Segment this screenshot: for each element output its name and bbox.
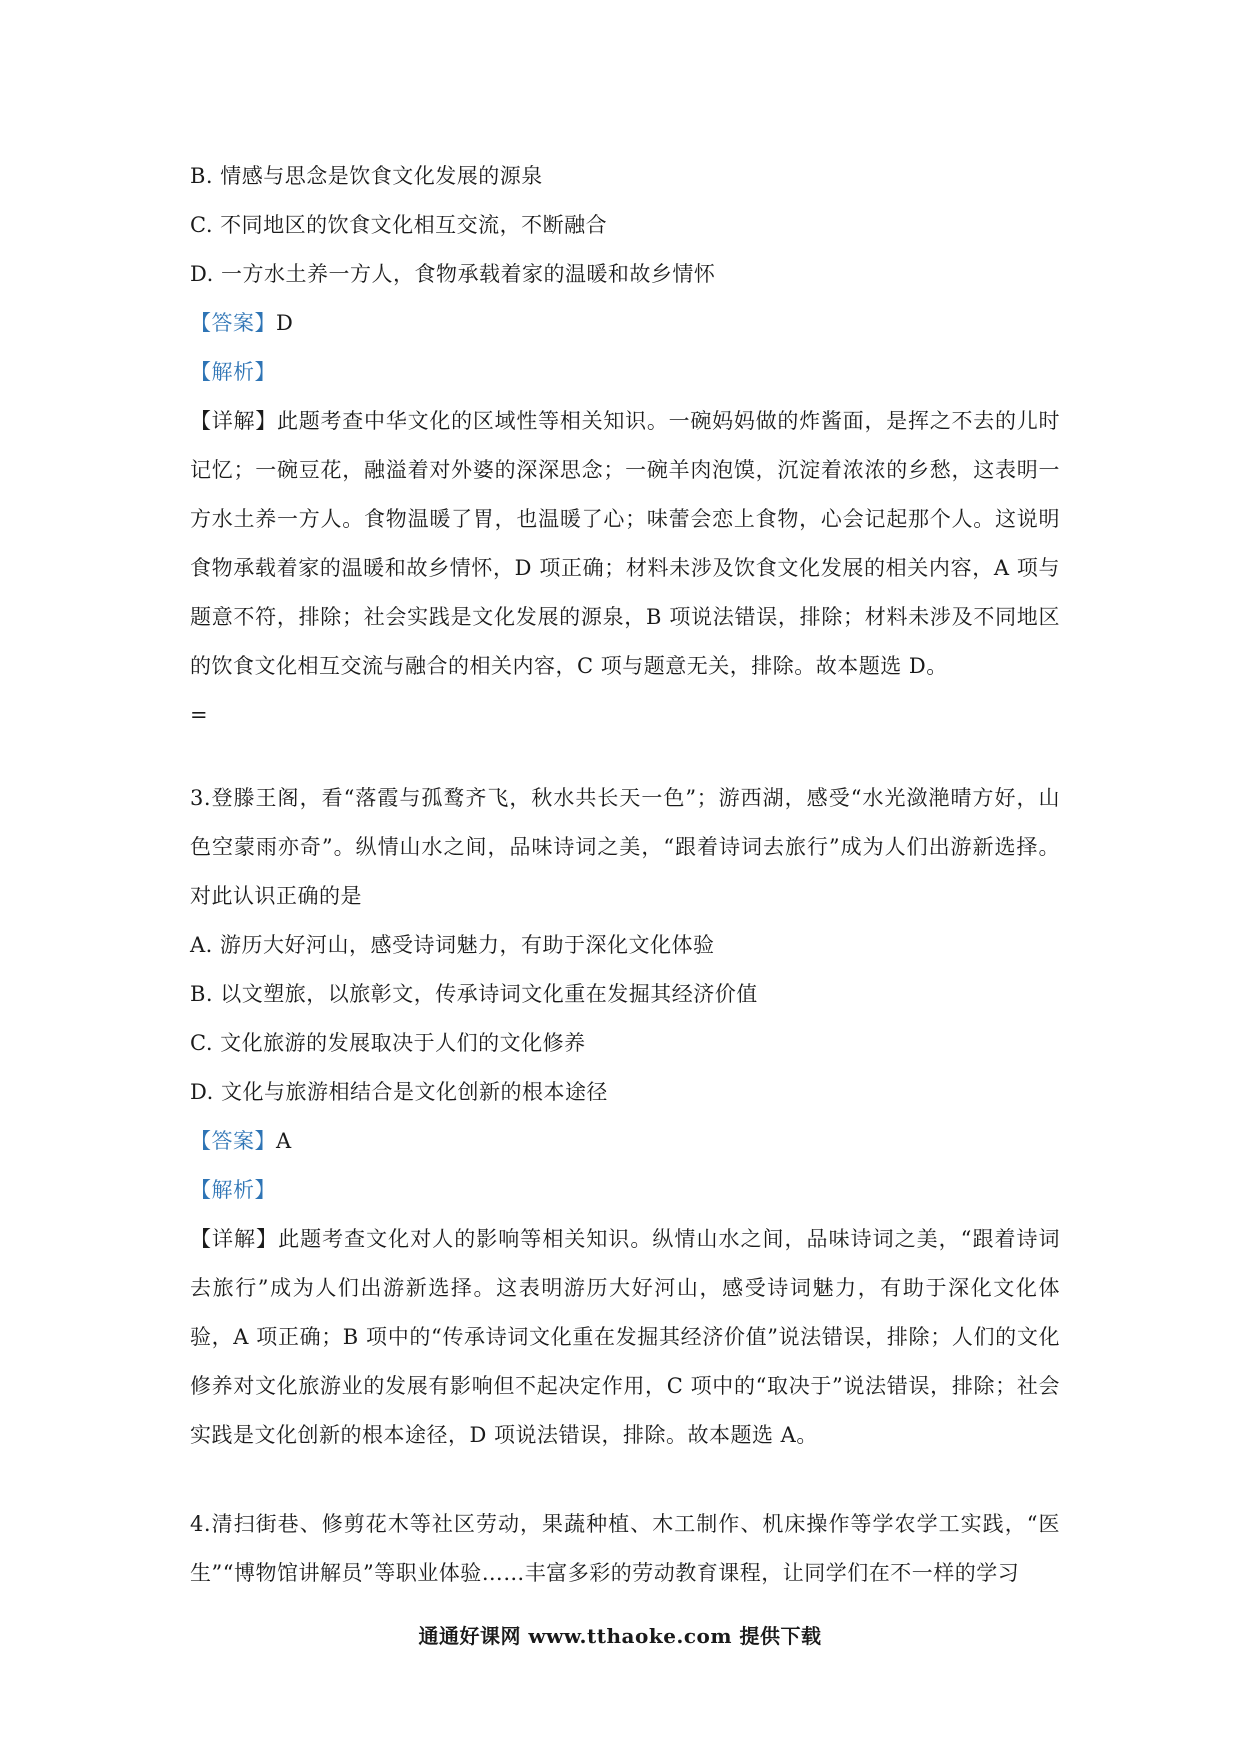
q2-analysis-heading xyxy=(190,348,1060,397)
q3-option-b: B. 以文塑旅，以旅彰文，传承诗词文化重在发掘其经济价值 xyxy=(190,982,758,1006)
analysis-label: 【解析】 xyxy=(190,360,276,384)
answer-label: 【答案】 xyxy=(190,1129,276,1153)
answer-label: 【答案】 xyxy=(190,311,276,335)
q3-option-d: D. 文化与旅游相结合是文化创新的根本途径 xyxy=(190,1080,608,1104)
detail-label: 【详解】 xyxy=(190,1227,279,1251)
document-content xyxy=(190,152,1060,1598)
q2-option-c: C. 不同地区的饮食文化相互交流，不断融合 xyxy=(190,213,608,237)
q2-option-d: D. 一方水土养一方人，食物承载着家的温暖和故乡情怀 xyxy=(190,262,716,286)
q3-detail xyxy=(190,1215,1060,1460)
q3-option-a: A. 游历大好河山，感受诗词魅力，有助于深化文化体验 xyxy=(190,933,715,957)
answer-value: D xyxy=(276,311,294,335)
q3-stem: 3.登滕王阁，看“落霞与孤鹜齐飞，秋水共长天一色”；游西湖，感受“水光潋滟晴方好，山色空蒙雨亦奇”。纵情山水之间，品味诗词之美，“跟着诗词去旅行”成为人们出游新选择。对此认识正确的是 xyxy=(190,786,1060,908)
q2-option-b: B. 情感与思念是饮食文化发展的源泉 xyxy=(190,164,543,188)
q3-analysis-heading xyxy=(190,1166,1060,1215)
answer-value: A xyxy=(276,1129,292,1153)
q3-option-c: C. 文化旅游的发展取决于人们的文化修养 xyxy=(190,1031,586,1055)
q2-answer xyxy=(190,299,1060,348)
q3-answer xyxy=(190,1117,1060,1166)
q2-detail xyxy=(190,397,1060,691)
page-footer: 通通好课网 www.tthaoke.com 提供下载 xyxy=(418,1624,822,1648)
detail-text: 此题考查文化对人的影响等相关知识。纵情山水之间，品味诗词之美，“跟着诗词去旅行”成为人们出游新选择。这表明游历大好河山，感受诗词魅力，有助于深化文化体验，A 项正确；B 项中的“传承诗词文化重在发掘其经济价值”说法错误，排除；人们的文化修养对文化旅游业的发展有影响但不起决定作用，C 项中的“取决于”说法错误，排除；社会实践是文化创新的根本途径，D 项说法错误，排除。故本题选 A。 xyxy=(190,1227,1060,1447)
detail-label: 【详解】 xyxy=(190,409,278,433)
analysis-label: 【解析】 xyxy=(190,1178,276,1202)
q2-mark: = xyxy=(190,703,209,727)
q4-stem: 4.清扫街巷、修剪花木等社区劳动，果蔬种植、木工制作、机床操作等学农学工实践，“医生”“博物馆讲解员”等职业体验……丰富多彩的劳动教育课程，让同学们在不一样的学习 xyxy=(190,1512,1060,1585)
detail-text: 此题考查中华文化的区域性等相关知识。一碗妈妈做的炸酱面，是挥之不去的儿时记忆；一碗豆花，融溢着对外婆的深深思念；一碗羊肉泡馍，沉淀着浓浓的乡愁，这表明一方水土养一方人。食物温暖了胃，也温暖了心；味蕾会恋上食物，心会记起那个人。这说明食物承载着家的温暖和故乡情怀，D 项正确；材料未涉及饮食文化发展的相关内容，A 项与题意不符，排除；社会实践是文化发展的源泉，B 项说法错误，排除；材料未涉及不同地区的饮食文化相互交流与融合的相关内容，C 项与题意无关，排除。故本题选 D。 xyxy=(190,409,1061,678)
